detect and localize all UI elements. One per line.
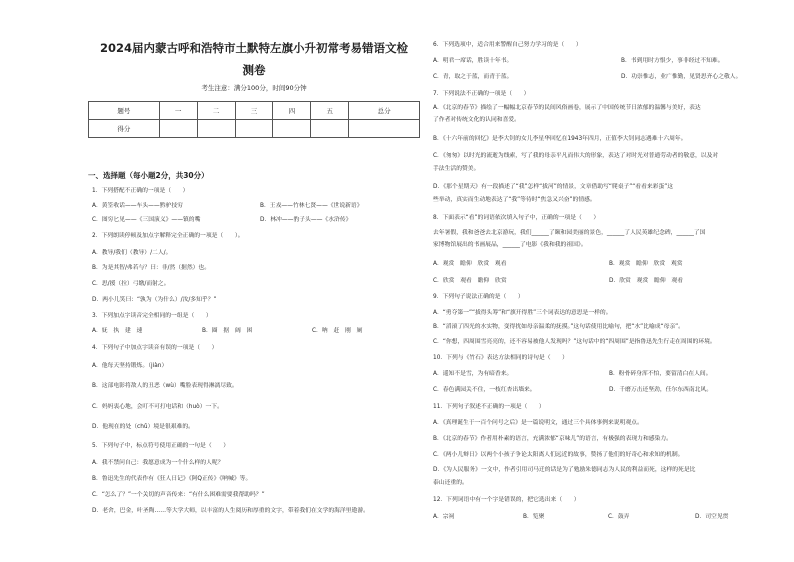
question-line: 7．下列说法不正确的一项是（ ）	[433, 91, 530, 97]
option-line: C．鼓弄	[608, 514, 630, 520]
option-line: A．教导/我们（教导）/二人/。	[92, 250, 172, 256]
option-line: B．圈 据 阔 困	[202, 328, 253, 334]
option-line: D．他现在的处（chǔ）境是很艰难的。	[92, 424, 194, 430]
option-line: B．览聚	[523, 514, 545, 520]
title-line-2: 测卷	[242, 63, 266, 77]
option-line: C．欣赏 观看 瞻仰 欣赏	[433, 278, 507, 284]
question-line: 3．下列加点字读音完全相同的一组是（ ）	[92, 313, 212, 319]
score-input-cell[interactable]	[311, 120, 349, 138]
option-line: C．呐 赶 刚 厕	[312, 328, 363, 334]
option-line: A．明君一席话，胜读十年书。	[433, 58, 513, 64]
option-line: D．《那个星期天》有一段描述了“我”怎样“拔河”的情景，文章借助写“爬桌子”“看看来彩蛋”这	[433, 184, 674, 190]
option-line: C．妈妈衷心地，会叮不可打电话和（huò）一下。	[92, 404, 223, 410]
score-table-header	[89, 102, 420, 120]
score-cell: 总分	[349, 102, 420, 120]
question-line: 2．下列朗读停顿及加点字解释完全正确的一项是（ ）。	[92, 233, 244, 239]
option-line: D．《为人民服务》一文中，作者引用司马迁的话是为了勉励朱德同志为人民的利益而死，这样的死是比	[433, 467, 696, 473]
option-line: C．“怎么了？”一个关切的声音传来：“有什么困难需要我帮助吗？”	[92, 492, 265, 498]
option-line: B．粉骨碎身浑不怕，要留清白在人间。	[609, 371, 712, 377]
option-line: C．青，取之于蓝，而青于蓝。	[433, 74, 513, 80]
option-line: B．鲁迅先生的代表作有《狂人日记》《阿Q正传》《呐喊》等。	[92, 476, 252, 482]
score-cell: 五	[311, 102, 349, 120]
option-line: B．《北京的春节》作者用朴素的语言，充满浓郁“京味儿”的语言，有极强的表现力和感染力。	[433, 436, 672, 442]
option-line: 了作者对传统文化的认同和喜爱。	[433, 117, 520, 123]
option-line: B．《十六年前的回忆》是李大钊的女儿李星华回忆在1943年四月，正值李大钊同志遇难十六周年。	[433, 136, 687, 142]
option-line: A．黄筌收话——车头——黔驴技穷	[92, 203, 183, 209]
option-line: D．司空见贯	[695, 514, 729, 520]
score-input-cell[interactable]	[273, 120, 311, 138]
option-line: 手法生活的赞美。	[433, 166, 480, 172]
score-cell: 一	[159, 102, 197, 120]
option-line: B．书到用时方恨少，事非经过不知难。	[621, 58, 724, 64]
question-line: 4．下列句子中加点字读音有误的一项是（ ）	[92, 345, 218, 351]
option-line: 泰山还重的。	[433, 480, 468, 486]
score-table-row	[89, 120, 420, 138]
option-line: B．为是其智/弗若与？曰：非/然（据然）也。	[92, 265, 211, 271]
score-cell: 题号	[89, 102, 160, 120]
option-line: C．图穷匕见——《三国演义》——镇的嘴	[92, 217, 201, 223]
option-line: A．遥知不是雪，为有暗香来。	[433, 371, 513, 377]
option-line: C．《匆匆》以时光的流逝为线索，写了我的母亲平凡而伟大的形象，表达了对时光对普通劳动者的敬意，以及对	[433, 153, 719, 159]
question-line: 1．下列搭配不正确的一项是（ ）	[92, 188, 189, 194]
option-line: A．《北京的春节》描绘了一幅幅北京春节的民间风俗画卷，展示了中国传统节日浓郁的温馨与美好，表达	[433, 105, 701, 111]
option-line: 家博物馆展出的书画展品，______了电影《我和我的祖国》。	[433, 242, 587, 248]
question-line: 11．下列句子叙述不正确的一项是（ ）	[433, 404, 545, 410]
question-line: 9．下列句子说法正确的是（ ）	[433, 294, 524, 300]
score-row-label: 得分	[89, 120, 160, 138]
exam-note: 考生注意：满分100分，时间90分钟	[201, 84, 307, 92]
option-line: D．欣赏 观赏 瞻仰 观看	[609, 278, 684, 284]
option-line: C．春色满园关不住，一枝红杏出墙来。	[433, 387, 536, 393]
score-table	[88, 101, 420, 138]
title-line-1: 2024届内蒙古呼和浩特市土默特左旗小升初常考易错语文检	[99, 41, 408, 55]
option-line: D．两小儿笑曰：“孰为（为什么）/汝/多知乎？”	[92, 297, 217, 303]
option-line: D．老舍，巴金，叶圣陶……等大学大师，以丰富的人生阅历和厚重的文字，带着我们在文学的海洋里遨游。	[92, 508, 369, 514]
option-line: C．思/援（拉）弓缴/而射之。	[92, 281, 170, 287]
option-line: D．林冲——豹子头——《水浒传》	[260, 217, 352, 223]
option-line: B．王戎——竹林七贤——《世说新语》	[260, 203, 363, 209]
score-input-cell[interactable]	[197, 120, 235, 138]
option-line: A．“勇夺第一”“拔得头筹”和“旗开得胜”三个词表达的意思是一样的。	[433, 310, 612, 316]
score-cell: 四	[273, 102, 311, 120]
option-line: C．“你想，四周围雪亮亮的，还不容易被他人发现吗？”这句话中的“四周围”是指鲁迅先生行走在周围的环境。	[433, 339, 716, 345]
option-line: A．宗祠	[433, 514, 455, 520]
option-line: A．他每天坚持锻炼。（jiàn）	[92, 363, 168, 369]
option-line: A．《真理诞生于一百个问号之后》是一篇说明文，通过三个具体事例来说明观点。	[433, 420, 643, 426]
question-line: 10．下列与《竹石》表达方法相同的诗句是（ ）	[433, 355, 568, 361]
option-line: C．《两小儿辩日》以两个小孩子争论太阳离人们远近的故事，赞扬了他们的好奇心和求知的机制。	[433, 452, 684, 458]
option-line: A．观赏 瞻仰 欣赏 观看	[433, 261, 507, 267]
option-line: 些举动，真实而生动地表达了“我”等待时“焦急又兴奋”的情感。	[433, 197, 596, 203]
question-line: 8．下面表示“看”的词语依次填入句子中，正确的一项是（ ）	[433, 215, 600, 221]
score-input-cell[interactable]	[235, 120, 273, 138]
question-line: 12．下列词语中有一个字是错误的，把它选出来（ ）	[433, 497, 580, 503]
section-heading: 一、选择题（每小题2分，共30分）	[88, 171, 209, 180]
score-input-cell[interactable]	[349, 120, 420, 138]
option-line: B．“滔滚了四光的水实物，变得扰如母亲温柔的抚摸。”这句话使用比喻句，把“水”比喻成“母亲”。	[433, 324, 684, 330]
option-line: A．我不禁问自己：我愿意成为一个什么样的人呢？	[92, 460, 224, 466]
question-line: 5．下列句子中，标点符号使用正确的一句是（ ）	[92, 443, 230, 449]
option-line: B．这部电影将敌人的丑恶（wù）嘴脸表现得淋漓尽致。	[92, 383, 238, 389]
score-input-cell[interactable]	[159, 120, 197, 138]
question-line: 6．下列选项中，适合用来警醒自己努力学习的是（ ）	[433, 42, 582, 48]
option-line: B．观赏 瞻仰 欣赏 观赏	[609, 261, 683, 267]
option-line: A．妩 执 建 速	[92, 328, 143, 334]
option-line: D．千磨万击还坚劲，任尔东西南北风。	[609, 387, 713, 393]
option-line: 去年暑假，我和爸爸去北京游玩，我们______了颐和园美丽的景色，______了人民英雄纪念碑，______了国	[433, 230, 706, 236]
option-line: D．功崇惟志，业广惟勤，见贤思齐心之敬人。	[621, 74, 742, 80]
score-cell: 三	[235, 102, 273, 120]
score-cell: 二	[197, 102, 235, 120]
